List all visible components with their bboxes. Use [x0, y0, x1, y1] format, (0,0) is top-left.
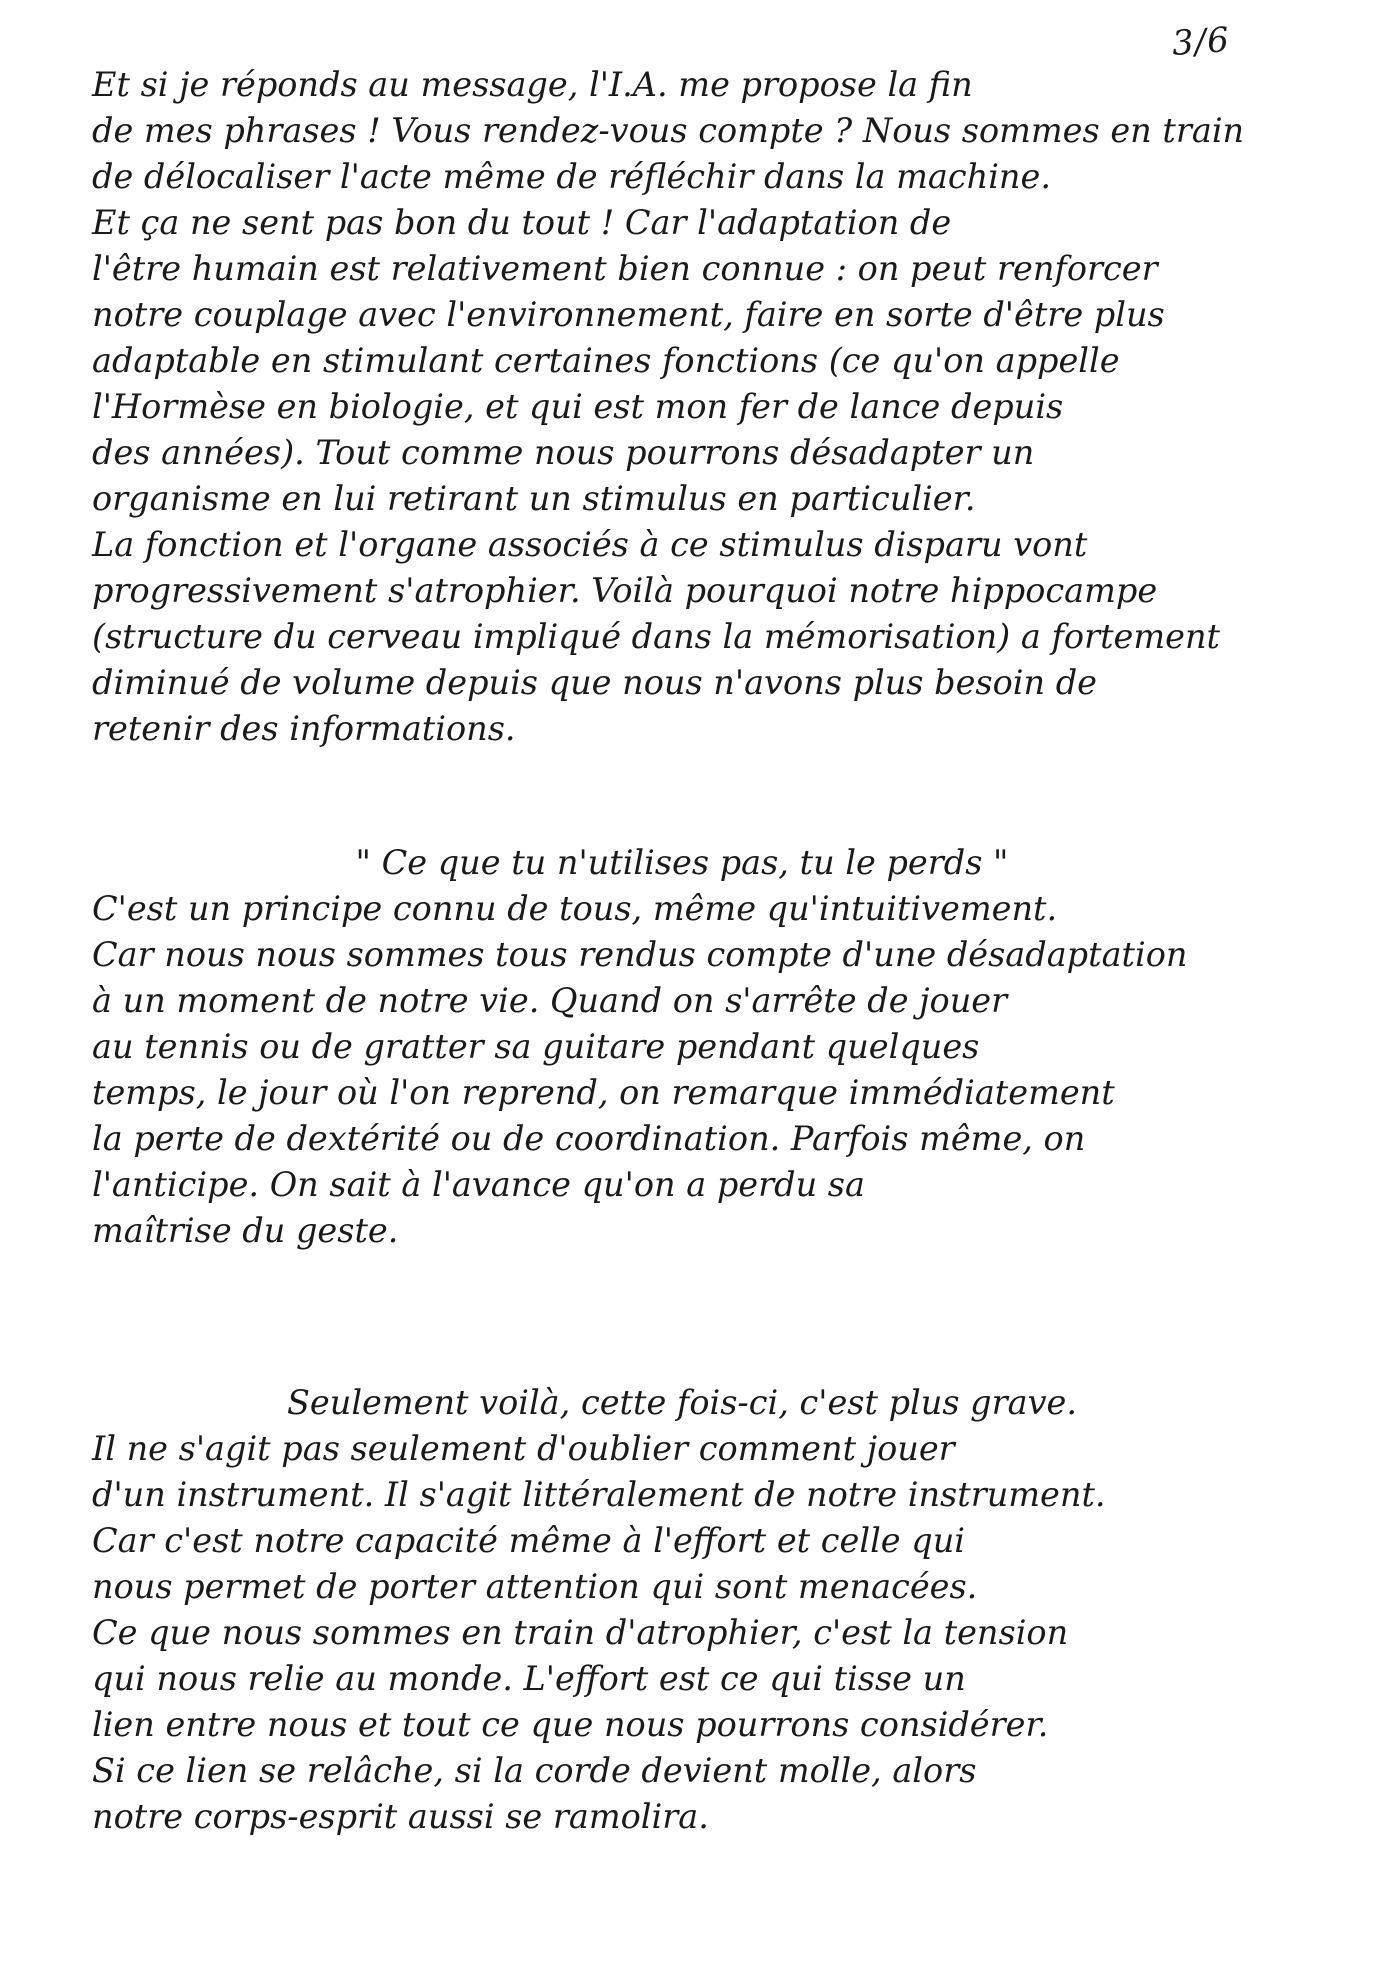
text-line: notre corps-esprit aussi se ramolira. [92, 1797, 709, 1836]
text-line: au tennis ou de gratter sa guitare pendant quelques [92, 1027, 980, 1066]
text-line: la perte de dextérité ou de coordination. Parfois même, on [92, 1119, 1086, 1158]
page-number: 3/6 [1170, 20, 1232, 64]
paragraph-3 [92, 1380, 1272, 1840]
text-line: l'Hormèse en biologie, et qui est mon fer de lance depuis [92, 387, 1064, 426]
text-line: progressivement s'atrophier. Voilà pourquoi notre hippocampe [92, 571, 1158, 610]
text-line: d'un instrument. Il s'agit littéralement de notre instrument. [92, 1475, 1106, 1514]
quote-line: " Ce que tu n'utilises pas, tu le perds " [355, 843, 1009, 882]
paragraph-2 [92, 840, 1272, 1254]
text-line: Car nous nous sommes tous rendus compte d'une désadaptation [92, 935, 1188, 974]
text-line: notre couplage avec l'environnement, faire en sorte d'être plus [92, 295, 1165, 334]
text-line: Ce que nous sommes en train d'atrophier, c'est la tension [92, 1613, 1069, 1652]
text-line: retenir des informations. [92, 709, 516, 748]
text-line: à un moment de notre vie. Quand on s'arrête de jouer [92, 981, 1008, 1020]
text-line: de mes phrases ! Vous rendez-vous compte ? Nous sommes en train [92, 111, 1245, 150]
text-line: des années). Tout comme nous pourrons désadapter un [92, 433, 1035, 472]
text-line: temps, le jour où l'on reprend, on remarque immédiatement [92, 1073, 1115, 1112]
text-line: qui nous relie au monde. L'effort est ce qui tisse un [92, 1659, 966, 1698]
text-line: Car c'est notre capacité même à l'effort et celle qui [92, 1521, 966, 1560]
text-line: de délocaliser l'acte même de réfléchir dans la machine. [92, 157, 1051, 196]
text-line: La fonction et l'organe associés à ce stimulus disparu vont [92, 525, 1088, 564]
text-line: organisme en lui retirant un stimulus en particulier. [92, 479, 976, 518]
text-line: nous permet de porter attention qui sont menacées. [92, 1567, 978, 1606]
text-line: C'est un principe connu de tous, même qu'intuitivement. [92, 889, 1058, 928]
text-line: l'anticipe. On sait à l'avance qu'on a perdu sa [92, 1165, 865, 1204]
text-line: (structure du cerveau impliqué dans la mémorisation) a fortement [92, 617, 1221, 656]
text-line: Et ça ne sent pas bon du tout ! Car l'adaptation de [92, 203, 952, 242]
text-line: Si ce lien se relâche, si la corde devient molle, alors [92, 1751, 977, 1790]
section-opening-line: Seulement voilà, cette fois-ci, c'est plus grave. [286, 1383, 1077, 1422]
text-line: Et si je réponds au message, l'I.A. me propose la fin [92, 65, 973, 104]
text-line: l'être humain est relativement bien connue : on peut renforcer [92, 249, 1158, 288]
text-line: diminué de volume depuis que nous n'avons plus besoin de [92, 663, 1097, 702]
text-line: Il ne s'agit pas seulement d'oublier comment jouer [92, 1429, 955, 1468]
paragraph-1 [92, 62, 1272, 752]
text-line: adaptable en stimulant certaines fonctions (ce qu'on appelle [92, 341, 1120, 380]
text-line: maîtrise du geste. [92, 1211, 399, 1250]
text-line: lien entre nous et tout ce que nous pourrons considérer. [92, 1705, 1049, 1744]
